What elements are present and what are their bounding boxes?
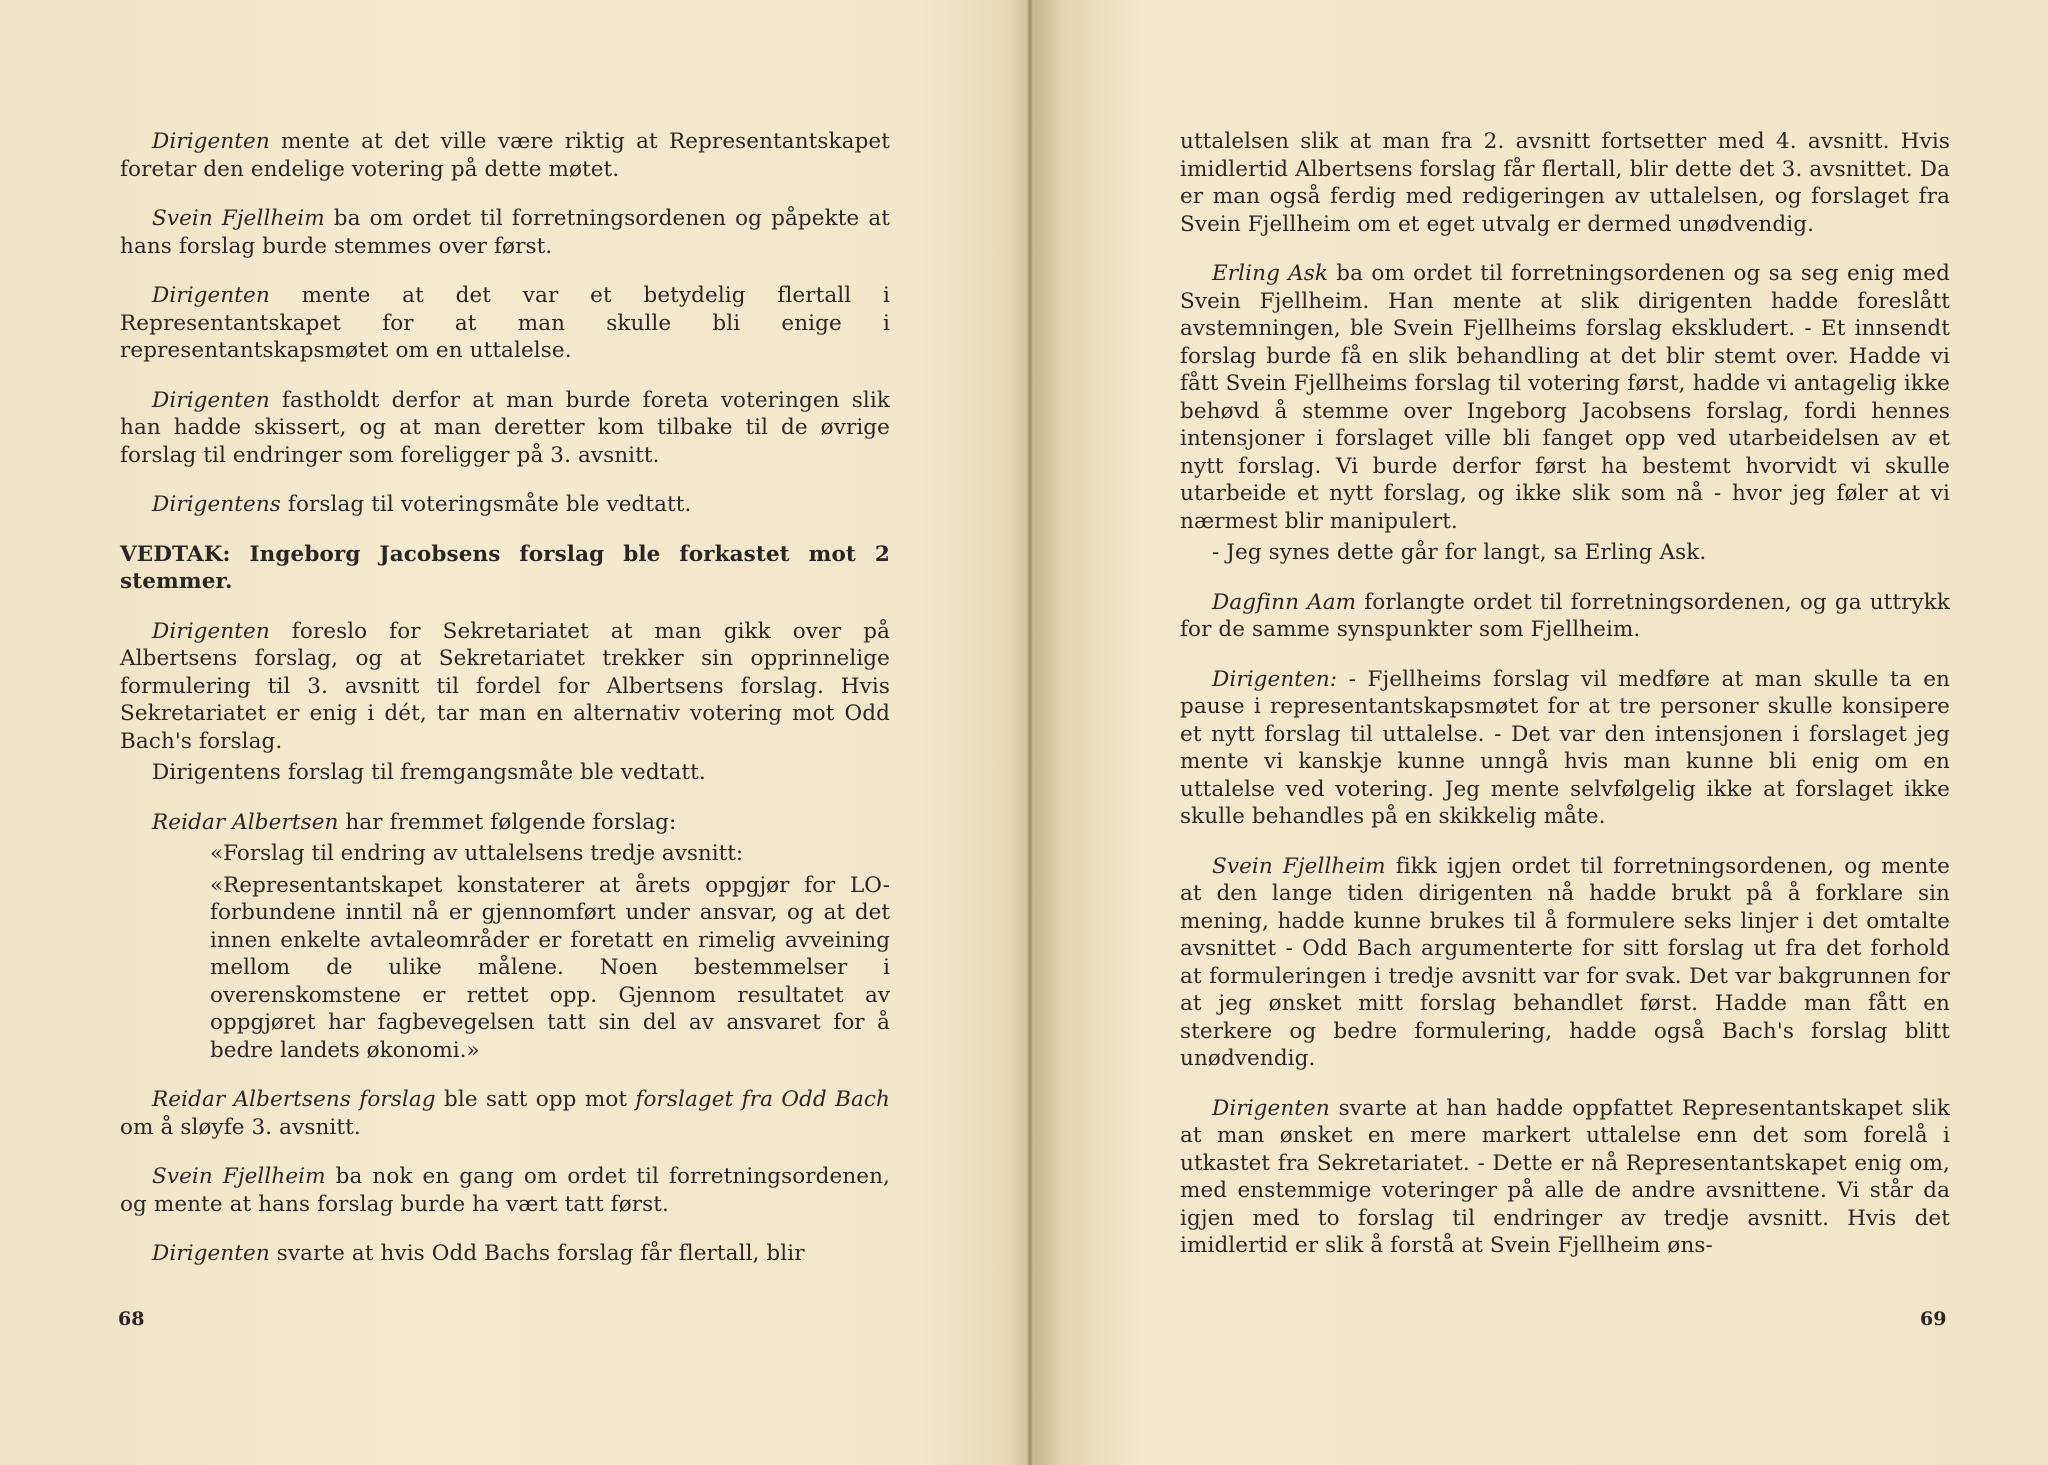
- paragraph: [1180, 666, 1950, 831]
- paragraph: [120, 491, 890, 519]
- paragraph: [120, 1086, 890, 1141]
- speaker-name: Reidar Albertsen: [152, 809, 339, 835]
- paragraph-text: mente at det ville være riktig at Representantskapet foretar den endelige votering på dette møtet.: [120, 129, 890, 182]
- paragraph: [120, 387, 890, 470]
- paragraph-text: ba om ordet til forretningsordenen og påpekte at hans forslag burde stemmes over først.: [120, 206, 890, 259]
- paragraph-text: foreslo for Sekretariatet at man gikk over på Albertsens forslag, og at Sekretariatet trekker sin opprinnelige formulering til 3. avsnitt til fordel for Albertsens forslag. Hvis Sekretariatet er enig i dét, tar man en alternativ votering mot Odd Bach's forslag.: [120, 618, 890, 754]
- paragraph-text: svarte at hvis Odd Bachs forslag får flertall, blir: [269, 1241, 805, 1266]
- book-gutter: [1027, 0, 1033, 1465]
- paragraph-text: - Fjellheims forslag vil medføre at man skulle ta en pause i representantskapsmøtet for at tre personer skulle konsipere et nytt forslag til uttalelse. - Det var den intensjonen i forslaget jeg mente vi kanskje kunne unngå hvis man kunne bli enig om en uttalelse ved votering. Jeg mente selvfølgelig ikke at forslaget ikke skulle behandles på en skikkelig måte.: [1180, 666, 1950, 829]
- speaker-name: Svein Fjellheim: [152, 1164, 326, 1189]
- paragraph: uttalelsen slik at man fra 2. avsnitt fortsetter med 4. avsnitt. Hvis imidlertid Albertsens forslag får flertall, blir dette det 3. avsnittet. Da er man også ferdig med redigeringen av uttalelsen, og forslaget fra Svein Fjellheim om et eget utvalg er dermed unødvendig.: [1180, 129, 1950, 237]
- paragraph: [120, 1163, 890, 1218]
- speaker-name: Svein Fjellheim: [152, 206, 325, 231]
- speaker-name: Dirigenten: [152, 1241, 270, 1266]
- paragraph-text: svarte at han hadde oppfattet Representantskapet slik at man ønsket en mere markert uttalelse enn det som forelå i utkastet fra Sekretariatet. - Dette er nå Representantskapet enig om, med enstemmige voteringer på alle de andre avsnittene. Vi står da igjen med to forslag til endringer av tredje avsnitt. Hvis det imidlertid er slik å forstå at Svein Fjellheim øns-: [1180, 1095, 1950, 1258]
- left-page: [120, 128, 890, 1290]
- paragraph: [1180, 260, 1950, 535]
- paragraph-text: fikk igjen ordet til forretningsordenen, og mente at den lange tiden dirigenten nå hadde brukt på å forklare sin mening, hadde kunne brukes til å formulere seks linjer i det omtalte avsnittet - Odd Bach argumenterte for sitt forslag ut fra det forhold at formuleringen i tredje avsnitt var for svak. Det var bakgrunnen for at jeg ønsket mitt forslag behandlet først. Hadde man fått en sterkere og bedre formulering, hadde også Bach's forslag blitt unødvendig.: [1180, 853, 1950, 1071]
- speaker-name: Dirigenten: [1212, 1095, 1330, 1121]
- speaker-name: Dirigenten: [152, 129, 270, 154]
- paragraph-text: ble satt opp mot: [435, 1087, 636, 1112]
- resolution-paragraph: VEDTAK: Ingeborg Jacobsens forslag ble forkastet mot 2 stemmer.: [120, 541, 890, 594]
- proposal-name: forslaget fra Odd Bach: [635, 1087, 890, 1112]
- speaker-name: Erling Ask: [1212, 261, 1329, 286]
- paragraph-text: ba om ordet til forretningsordenen og sa seg enig med Svein Fjellheim. Han mente at slik dirigenten hadde foreslått avstemningen, ble Svein Fjellheims forslag ekskludert. - Et innsendt forslag burde få en slik behandling at det blir stemt over. Hadde vi fått Svein Fjellheims forslag til votering først, hadde vi antagelig ikke behøvd å stemme over Ingeborg Jacobsens forslag, fordi hennes intensjoner i forslaget ville bli fanget opp ved utarbeidelsen av et nytt forslag. Vi burde derfor først ha bestemt hvorvidt vi skulle utarbeide et nytt forslag, og ikke slik som nå - hvor jeg føler at vi nærmest blir manipulert.: [1180, 261, 1950, 534]
- paragraph: [120, 205, 890, 260]
- speaker-name: Dagfinn Aam: [1212, 589, 1357, 615]
- paragraph: [1180, 589, 1950, 644]
- paragraph-text: forslag til voteringsmåte ble vedtatt.: [280, 492, 692, 517]
- paragraph-text: mente at det var et betydelig flertall i Representantskapet for at man skulle bli enige i representantskapsmøtet om en uttalelse.: [120, 283, 890, 363]
- paragraph-text: har fremmet følgende forslag:: [338, 809, 677, 835]
- paragraph: [1180, 853, 1950, 1073]
- paragraph: [120, 282, 890, 365]
- paragraph-text: ba nok en gang om ordet til forretningsordenen, og mente at hans forslag burde ha vært tatt først.: [120, 1164, 890, 1217]
- paragraph: [120, 618, 890, 756]
- speaker-name: Dirigenten:: [1212, 666, 1338, 692]
- paragraph: [120, 128, 890, 183]
- speaker-name: Dirigenten: [152, 283, 270, 308]
- right-page: [1180, 128, 1950, 1282]
- paragraph: [120, 1240, 890, 1268]
- speaker-name: Dirigentens: [152, 492, 281, 517]
- speaker-name: Reidar Albertsens forslag: [152, 1087, 436, 1112]
- page-number-right: 69: [1920, 1308, 1947, 1330]
- paragraph: [120, 809, 890, 837]
- quoted-proposal-heading: «Forslag til endring av uttalelsens tredje avsnitt:: [210, 841, 744, 866]
- paragraph: Dirigentens forslag til fremgangsmåte ble vedtatt.: [152, 760, 706, 785]
- paragraph: [1180, 1095, 1950, 1260]
- quoted-proposal-text: «Representantskapet konstaterer at årets oppgjør for LO-forbundene inntil nå er gjennomført under ansvar, og at det innen enkelte avtaleområder er foretatt en rimelig avveining mellom de ulike målene. Noen bestemmelser i overenskomstene er rettet opp. Gjennom resultatet av oppgjøret har fagbevegelsen tatt sin del av ansvaret for å bedre landets økonomi.»: [210, 872, 890, 1063]
- paragraph-text: fastholdt derfor at man burde foreta voteringen slik han hadde skissert, og at man deretter kom tilbake til de øvrige forslag til endringer som foreligger på 3. avsnitt.: [120, 387, 890, 468]
- paragraph: - Jeg synes dette går for langt, sa Erling Ask.: [1212, 540, 1707, 565]
- speaker-name: Svein Fjellheim: [1212, 853, 1386, 879]
- paragraph-text: forlangte ordet til forretningsordenen, og ga uttrykk for de samme synspunkter som Fjellheim.: [1180, 589, 1950, 642]
- speaker-name: Dirigenten: [152, 387, 270, 413]
- speaker-name: Dirigenten: [152, 618, 270, 644]
- page-number-left: 68: [118, 1308, 145, 1330]
- paragraph-text: om å sløyfe 3. avsnitt.: [120, 1114, 361, 1140]
